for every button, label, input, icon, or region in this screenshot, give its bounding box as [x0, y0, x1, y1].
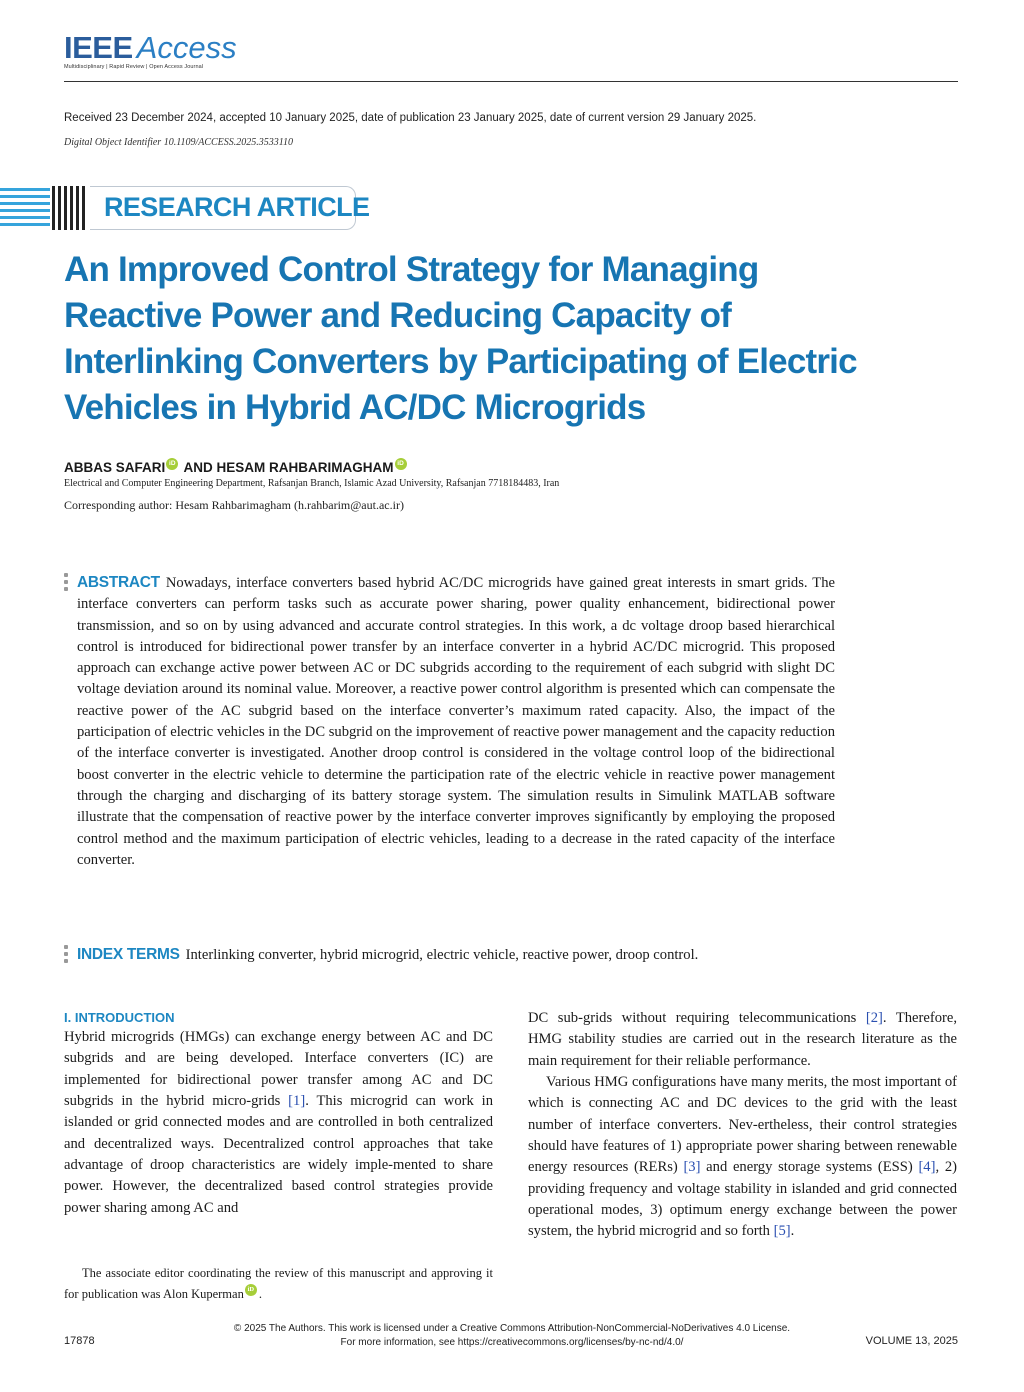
logo-tagline: Multidisciplinary | Rapid Review | Open Access Journal	[64, 64, 204, 70]
citation-link[interactable]: [3]	[683, 1159, 701, 1176]
citation-link[interactable]: [5]	[773, 1223, 791, 1240]
intro-paragraph-1	[64, 1027, 493, 1219]
ieee-access-logo	[64, 30, 237, 66]
intro-paragraph-3	[528, 1072, 957, 1243]
index-terms-text: Interlinking converter, hybrid microgrid, electric vehicle, reactive power, droop control.	[185, 947, 699, 963]
index-terms-marker-icon	[64, 945, 69, 966]
paragraph-text: .	[790, 1223, 795, 1240]
doi-line: Digital Object Identifier 10.1109/ACCESS.2025.3533110	[64, 137, 294, 148]
paragraph-text: . This microgrid can work in islanded or grid connected modes and are controlled in both centralized and decentralized ways. Decentralized control approaches that take advantage of droop characteristics are widely imple-mented to share power. However, the decentralized based control strategies provide power sharing among AC and	[64, 1093, 494, 1216]
paragraph-text: Hybrid microgrids (HMGs) can exchange energy between AC and DC subgrids and are being developed. Interface converters (IC) are implemented for bidirectional power transfer among AC and DC subgrids in the hybrid micro-grids	[64, 1029, 493, 1110]
index-terms-label: INDEX TERMS	[77, 946, 180, 963]
intro-paragraph-2	[528, 1008, 957, 1072]
index-terms	[77, 944, 877, 966]
corresponding-author: Corresponding author: Hesam Rahbarimagham (h.rahbarim@aut.ac.ir)	[64, 498, 404, 512]
article-title: An Improved Control Strategy for Managing Reactive Power and Reducing Capacity of Interlinking Converters by Participating of Electric Vehicles in Hybrid AC/DC Microgrids	[64, 250, 857, 427]
paragraph-text: . Therefore, HMG stability studies are carried out in the research literature as the main requirement for their reliable performance.	[528, 1010, 958, 1069]
volume-info: VOLUME 13, 2025	[865, 1335, 958, 1347]
citation-link[interactable]: [2]	[865, 1010, 883, 1026]
author-2: AND HESAM RAHBARIMAGHAM	[180, 460, 394, 475]
paragraph-text: , 2) providing frequency and voltage stability in islanded and grid connected operational modes, 3) optimum energy exchange between the power system, the hybrid microgrid and so forth	[528, 1159, 957, 1240]
logo-access-text: Access	[136, 30, 237, 65]
orcid-icon[interactable]: iD	[245, 1284, 257, 1296]
author-line	[64, 458, 409, 475]
paragraph-text: and energy storage systems (ESS)	[700, 1159, 919, 1176]
footnote-end: .	[258, 1287, 262, 1301]
orcid-icon[interactable]: iD	[395, 458, 407, 470]
citation-link[interactable]: [1]	[288, 1093, 306, 1110]
logo-ieee-text: IEEE	[64, 30, 133, 65]
orcid-icon[interactable]: iD	[166, 458, 178, 470]
paragraph-text: DC sub-grids without requiring telecommunications	[528, 1010, 866, 1026]
paragraph-text: Various HMG configurations have many merits, the most important of which is connecting AC and DC devices to the grid with the least number of interface converters. Nev-ertheless, their control strategies should have features of 1) appropriate power sharing between renewable energy resources (RERs)	[528, 1074, 957, 1176]
abstract-marker-icon	[64, 573, 69, 594]
article-type-label: RESEARCH ARTICLE	[104, 192, 370, 222]
editor-footnote	[64, 1263, 493, 1305]
license-notice	[140, 1322, 884, 1349]
footnote-text: The associate editor coordinating the review of this manuscript and approving it for publication was Alon Kuperman	[64, 1266, 493, 1301]
abstract-label: ABSTRACT	[77, 574, 160, 591]
citation-link[interactable]: [4]	[918, 1159, 936, 1176]
affiliation: Electrical and Computer Engineering Department, Rafsanjan Branch, Islamic Azad University, Rafsanjan 7718184483, Iran	[64, 478, 560, 489]
banner-stripes-icon	[0, 186, 92, 230]
section-heading: I. INTRODUCTION	[64, 1010, 175, 1025]
abstract	[77, 572, 835, 871]
license-link[interactable]: For more information, see https://creativecommons.org/licenses/by-nc-nd/4.0/	[340, 1336, 684, 1348]
abstract-text: Nowadays, interface converters based hybrid AC/DC microgrids have gained great interests in smart grids. The interface converters can perform tasks such as accurate power sharing, power quality enhancement, bidirectional power transmission, and so on by using advanced and accurate control strategies. In this work, a dc voltage droop based hierarchical control is introduced for bidirectional power transfer by an interface converter in a hybrid AC/DC microgrid. This proposed approach can exchange active power between AC or DC subgrids according to the requirement of each subgrid with slight DC voltage deviation around its nominal value. Moreover, a reactive power control algorithm is presented which can compensate the reactive power of the AC subgrid based on the interface converter’s maximum rated capacity. Also, the impact of the participation of electric vehicles in the DC subgrid on the improvement of reactive power management and the capacity reduction of the interface converter is investigated. Another droop control is considered in the voltage control loop of the bidirectional boost converter in the electric vehicle to determine the participation rate of the electric vehicle in reactive power management through the charging and discharging of its battery storage system. The simulation results in Simulink MATLAB software illustrate that the compensation of reactive power by the interface converter improves significantly by employing the proposed control method and the maximum participation of electric vehicles, leading to a decrease in the rated capacity of the interface converter.	[77, 575, 835, 868]
received-dates: Received 23 December 2024, accepted 10 January 2025, date of publication 23 January 2025, date of current version 29 January 2025.	[64, 112, 757, 124]
left-column	[64, 1008, 493, 1219]
page-number: 17878	[64, 1335, 95, 1347]
right-column	[528, 1008, 957, 1243]
header-divider	[64, 81, 958, 82]
author-1: ABBAS SAFARI	[64, 460, 166, 475]
license-line-1: © 2025 The Authors. This work is licensed under a Creative Commons Attribution-NonCommercial-NoDerivatives 4.0 License.	[233, 1323, 791, 1334]
